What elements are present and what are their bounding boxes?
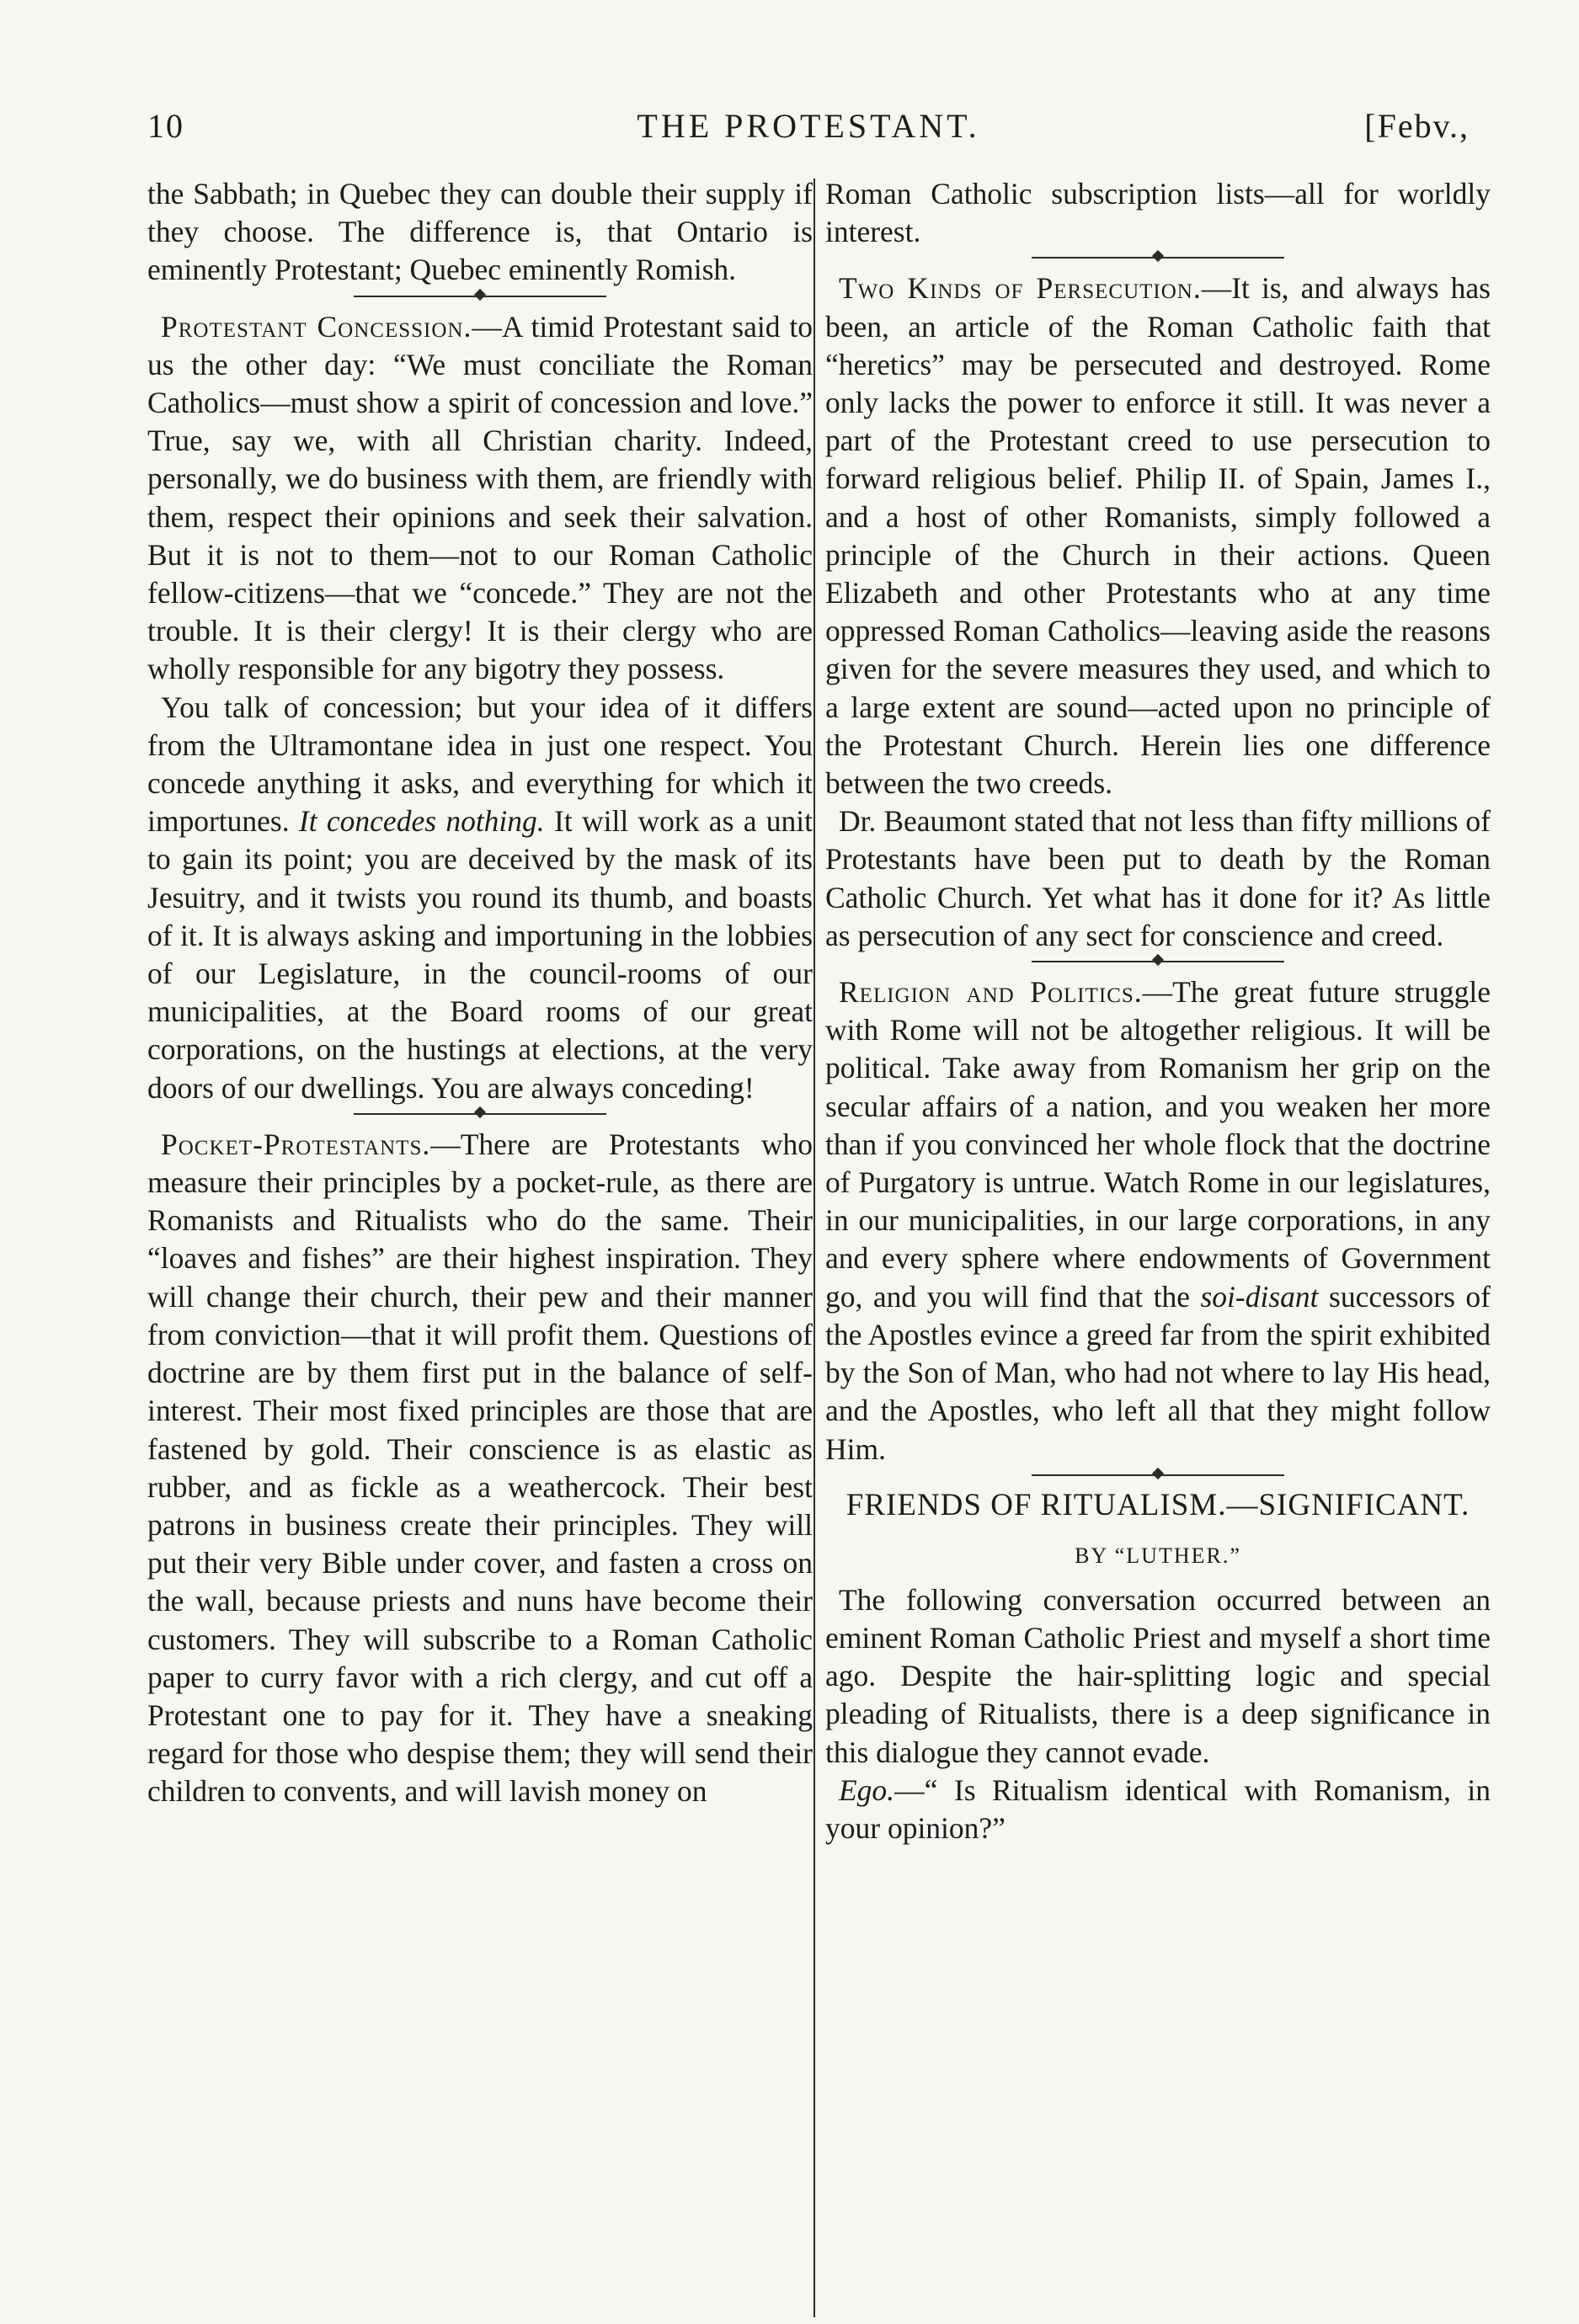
paragraph-text: —There are Protestants who measure their principles by a pocket-rule, as there are Romanists and Ritualists who do the same. Their “loaves and fishes” are their highest inspiration. They will change their church, their pew and their manner from conviction—that it will profit them. Questions of doctrine are by them first put in the balance of self-interest. Their most fixed principles are those that are fastened by gold. Their conscience is as elastic as rubber, and as fickle as a weathercock. Their best patrons in business create their principles. They will put their very Bible under cover, and fasten a cross on the wall, because priests and nuns have become their customers. They will subscribe to a Roman Catholic paper to curry favor with a rich clergy, and cut off a Protestant one to pay for it. They have a sneaking regard for those who despise them; they will send their children to convents, and will lavish money on [147, 1127, 813, 1809]
section-heading: Two Kinds of Persecution. [839, 271, 1202, 306]
section-heading: Protestant Concession. [161, 309, 472, 344]
article-intro-paragraph: The following conversation occurred between an eminent Roman Catholic Priest and myself a short time ago. Despite the hair-splitting logic and special pleading of Ritualists, there is a deep significance in this dialogue they cannot evade. [825, 1582, 1491, 1769]
paragraph-text: You talk of concession; but your idea of it differs from the Ultramontane idea in just one respect. You concede anything it asks, and everything for which it importunes. [147, 690, 813, 839]
beaumont-paragraph: Dr. Beaumont stated that not less than fifty millions of Protestants have been put to death by the Roman Catholic Church. Yet what has it done for it? As little as persecution of any sect for conscience and creed. [825, 804, 1491, 952]
dialogue-line [825, 1772, 1491, 1847]
left-column [147, 175, 813, 1811]
column-divider [814, 179, 815, 2317]
section-heading: Pocket-Protestants. [161, 1127, 431, 1161]
issue-month: [Febv., [1364, 107, 1470, 145]
dialogue-text: —“ Is Ritualism identical with Romanism, in your opinion?” [825, 1772, 1491, 1845]
continued-paragraph: the Sabbath; in Quebec they can double their supply if they choose. The difference is, that Ontario is eminently Protestant; Quebec eminently Romish. [147, 177, 813, 287]
section-separator [354, 290, 606, 303]
section-separator [354, 1107, 606, 1121]
concession-paragraph-2 [147, 689, 813, 1107]
section-separator [1032, 1468, 1284, 1482]
page-header [147, 106, 1470, 157]
religion-politics-paragraph [825, 973, 1491, 1468]
paragraph-text: It will work as a unit to gain its point; you are deceived by the mask of its Jesuitry, and it twists you round its thumb, and boasts of it. It is always asking and importuning in the lobbies of our Legislature, in the council-rooms of our municipalities, at the Board rooms of our great corporations, on the hustings at elections, at the very doors of our dwellings. You are always conceding! [147, 804, 813, 1105]
paragraph-text: —A timid Protestant said to us the other day: “We must conciliate the Roman Catholics—must show a spirit of concession and love.” True, say we, with all Christian charity. Indeed, personally, we do business with them, are friendly with them, respect their opinions and seek their salvation. But it is not to them—not to our Roman Catholic fellow-citizens—that we “concede.” They are not the trouble. It is their clergy! It is their clergy who are wholly responsible for any bigotry they possess. [147, 309, 813, 686]
article-byline: BY “LUTHER.” [1075, 1543, 1241, 1568]
paragraph-text: —The great future struggle with Rome will not be altogether religious. It will be political. Take away from Romanism her grip on the secular affairs of a nation, and you weaken her more than if you convinced her whole flock that the doctrine of Purgatory is untrue. Watch Rome in our legislatures, in our municipalities, in our large corporations, in any and every sphere where endowments of Government go, and you will find that the [825, 975, 1491, 1314]
article-title: FRIENDS OF RITUALISM.—SIGNIFICANT. [846, 1487, 1470, 1522]
persecution-paragraph [825, 269, 1491, 802]
pocket-protestants-paragraph [147, 1126, 813, 1811]
publication-title: THE PROTESTANT. [637, 107, 980, 145]
protestant-concession-paragraph [147, 308, 813, 689]
italic-phrase: It concedes nothing. [298, 804, 545, 839]
speaker-label: Ego. [839, 1772, 895, 1807]
page-number: 10 [147, 107, 184, 145]
continued-paragraph: Roman Catholic subscription lists—all for worldly interest. [825, 177, 1491, 249]
section-heading: Religion and Politics. [839, 975, 1143, 1010]
paragraph-text: —It is, and always has been, an article of the Roman Catholic faith that “heretics” may be persecuted and destroyed. Rome only lacks the power to enforce it still. It was never a part of the Protestant creed to use persecution to forward religious belief. Philip II. of Spain, James I., and a host of other Romanists, simply followed a principle of the Church in their actions. Queen Elizabeth and other Protestants who at any time oppressed Roman Catholics—leaving aside the reasons given for the severe measures they used, and which to a large extent are sound—acted upon no principle of the Protestant Church. Herein lies one difference between the two creeds. [825, 271, 1491, 801]
right-column [825, 175, 1491, 1847]
paragraph-text: successors of the Apostles evince a greed far from the spirit exhibited by the Son of Man, who had not where to lay His head, and the Apostles, who left all that they might follow Him. [825, 1279, 1491, 1466]
section-separator [1032, 251, 1284, 264]
section-separator [1032, 955, 1284, 968]
italic-phrase: soi-disant [1200, 1279, 1319, 1314]
